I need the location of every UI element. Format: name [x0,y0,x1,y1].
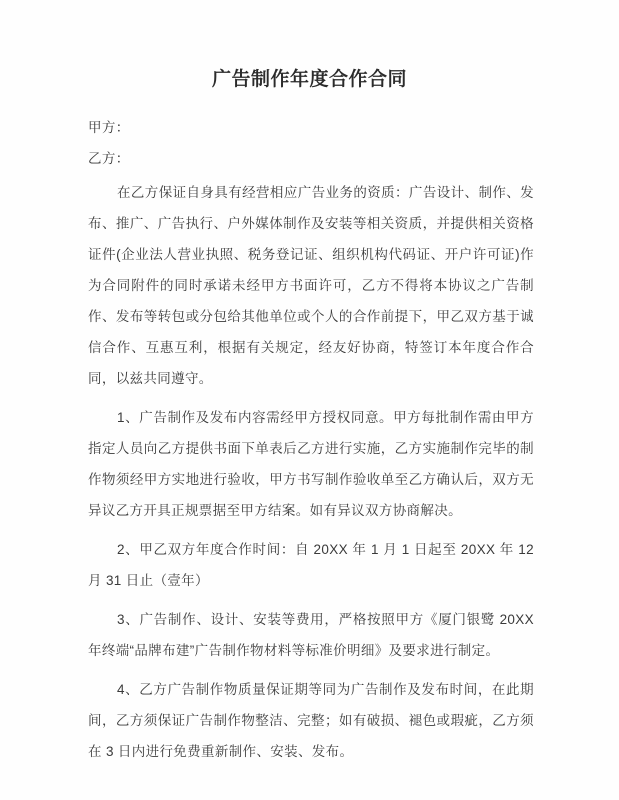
spacer [88,666,534,674]
preamble-paragraph: 在乙方保证自身具有经营相应广告业务的资质：广告设计、制作、发布、推广、广告执行、户外媒体制作及安装等相关资质，并提供相关资格证件(企业法人营业执照、税务登记证、组织机构代码证、开户许可证)作为合同附件的同时承诺未经甲方书面许可，乙方不得将本协议之广告制作、发布等转包或分包给其他单位或个人的合作前提下，甲乙双方基于诚信合作、互惠互利，根据有关规定，经友好协商，特签订本年度合作合同，以兹共同遵守。 [88,185,534,386]
spacer [88,394,534,402]
clause-3-paragraph: 3、广告制作、设计、安装等费用，严格按照甲方《厦门银鹭 20XX 年终端“品牌布建”广告制作物材料等标准价明细》及要求进行制定。 [88,612,534,658]
party-b-label: 乙方： [88,151,130,166]
document-body [88,112,534,767]
party-a-label: 甲方： [88,120,130,135]
spacer [88,526,534,534]
page-title: 广告制作年度合作合同 [211,68,407,90]
clause-4-paragraph: 4、乙方广告制作物质量保证期等同为广告制作及发布时间，在此期间，乙方须保证广告制作物整洁、完整；如有破损、褪色或瑕疵，乙方须在 3 日内进行免费重新制作、安装、发布。 [88,682,534,759]
spacer [88,596,534,604]
clause-2-paragraph: 2、甲乙双方年度合作时间：自 20XX 年 1 月 1 日起至 20XX 年 12 月 31 日止（壹年） [88,542,534,588]
clause-1-paragraph: 1、广告制作及发布内容需经甲方授权同意。甲方每批制作需由甲方指定人员向乙方提供书面下单表后乙方进行实施，乙方实施制作完毕的制作物须经甲方实地进行验收，甲方书写制作验收单至乙方确认后，双方无异议乙方开具正规票据至甲方结案。如有异议双方协商解决。 [88,410,534,518]
